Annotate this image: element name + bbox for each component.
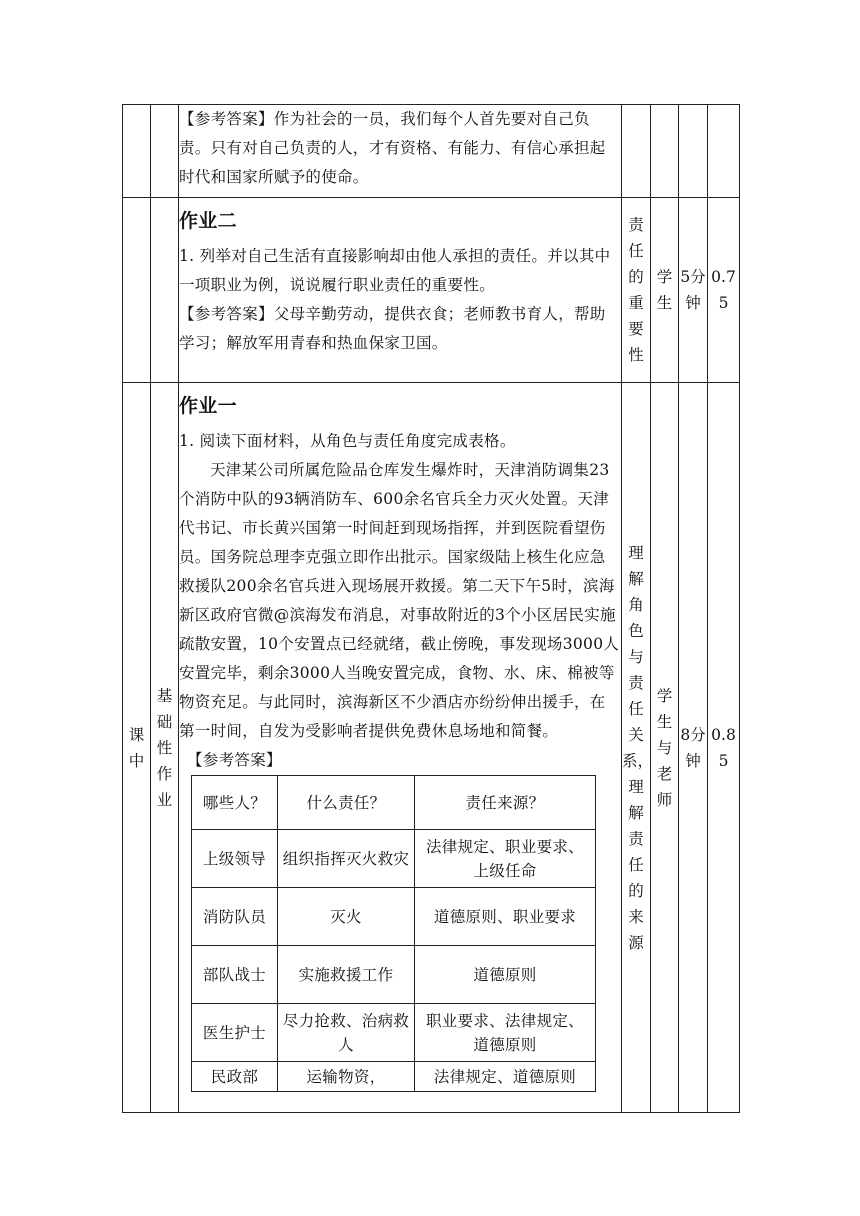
row-source: 道德原则、职业要求 — [415, 888, 596, 946]
stage-text: 课中 — [128, 725, 145, 770]
answer-table-row — [192, 946, 596, 1004]
row-what: 灭火 — [278, 888, 415, 946]
homework-2-title: 作业二 — [179, 210, 237, 232]
answer-table-row — [192, 888, 596, 946]
row-what: 组织指挥灭火救灾 — [278, 830, 415, 888]
stage-cell-empty — [123, 198, 151, 383]
homework-1-question: 1. 阅读下面材料，从角色与责任角度完成表格。 — [179, 432, 516, 450]
type-cell-empty — [151, 198, 179, 383]
answer-table-row — [192, 830, 596, 888]
homework-1-cell — [179, 383, 622, 1113]
homework-2-cell — [179, 198, 622, 383]
homework-1-time — [679, 383, 708, 1113]
homework-2-time — [679, 198, 708, 383]
homework-2-time-text: 5分钟 — [680, 268, 706, 312]
homework-design-table — [122, 104, 740, 1113]
answer-table-header — [192, 776, 596, 830]
table-row — [123, 105, 740, 198]
stage-cell-empty — [123, 105, 151, 198]
homework-2-answer: 【参考答案】父母辛勤劳动，提供衣食；老师教书育人，帮助学习；解放军用青春和热血保家卫国。 — [179, 305, 606, 352]
row-who: 上级领导 — [192, 830, 278, 888]
homework-1-time-text: 8分钟 — [680, 725, 706, 770]
header-what: 什么责任？ — [278, 776, 415, 830]
row-source: 职业要求、法律规定、道德原则 — [415, 1004, 596, 1062]
answer-table-row — [192, 1062, 596, 1092]
row-who: 民政部 — [192, 1062, 278, 1092]
row-source: 道德原则 — [415, 946, 596, 1004]
homework-2-question: 1. 列举对自己生活有直接影响却由他人承担的责任。并以其中一项职业为例，说说履行职业责任的重要性。 — [179, 247, 611, 294]
row-what: 运输物资， — [278, 1062, 415, 1092]
homework-1-difficulty-text: 0.85 — [711, 725, 736, 770]
answer-table-row — [192, 1004, 596, 1062]
reference-answer: 【参考答案】作为社会的一员，我们每个人首先要对自己负责。只有对自己负责的人，才有资格、有能力、有信心承担起时代和国家所赋予的使命。 — [179, 110, 606, 186]
type-cell — [151, 383, 179, 1113]
subject-cell-empty — [651, 105, 679, 198]
homework-1-material: 天津某公司所属危险品仓库发生爆炸时，天津消防调集23个消防中队的93辆消防车、600余名官兵全力灭火处置。天津代书记、市长黄兴国第一时间赶到现场指挥，并到医院看望伤员。国务院总理李克强立即作出批示。国家级陆上核生化应急救援队200余名官兵进入现场展开救援。第二天下午5时，滨海新区政府官微@滨海发布消息，对事故附近的3个小区居民实施疏散安置，10个安置点已经就绪，截止傍晚，事发现场3000人安置完毕，剩余3000人当晚安置完成，食物、水、床、棉被等物资充足。与此同时，滨海新区不少酒店亦纷纷伸出援手，在第一时间，自发为受影响者提供免费休息场地和简餐。 — [179, 461, 620, 740]
row-source: 法律规定、职业要求、上级任命 — [415, 830, 596, 888]
homework-2-goal-text: 责任的重要性 — [628, 216, 644, 364]
homework-1-goal-text: 理解角色与责任关系，理解责任的来源 — [622, 543, 654, 952]
header-source: 责任来源？ — [415, 776, 596, 830]
homework-1-subject-text: 学生与老师 — [656, 686, 673, 809]
table-row — [123, 198, 740, 383]
row-source: 法律规定、道德原则 — [415, 1062, 596, 1092]
stage-cell — [123, 383, 151, 1113]
type-cell-empty — [151, 105, 179, 198]
row-what: 实施救援工作 — [278, 946, 415, 1004]
goal-cell-empty — [622, 105, 651, 198]
row-who: 消防队员 — [192, 888, 278, 946]
homework-1-goal — [622, 383, 654, 1113]
table-row — [123, 383, 740, 1113]
homework-1-answer-label: 【参考答案】 — [187, 751, 282, 769]
homework-2-subject — [651, 198, 679, 383]
row-who: 医生护士 — [192, 1004, 278, 1062]
row-what: 尽力抢救、治病救人 — [278, 1004, 415, 1062]
row-who: 部队战士 — [192, 946, 278, 1004]
homework-2-difficulty-text: 0.75 — [711, 268, 736, 312]
homework-1-subject — [651, 383, 679, 1113]
time-cell-empty — [679, 105, 708, 198]
homework-2-goal — [622, 198, 651, 383]
answer-cell — [179, 105, 622, 198]
type-text: 基础性作业 — [156, 686, 173, 809]
homework-2-difficulty — [708, 198, 740, 383]
homework-2-subject-text: 学生 — [656, 268, 673, 312]
answer-table — [191, 775, 596, 1092]
homework-1-difficulty — [708, 383, 740, 1113]
difficulty-cell-empty — [708, 105, 740, 198]
header-who: 哪些人？ — [192, 776, 278, 830]
homework-1-title: 作业一 — [179, 395, 237, 417]
